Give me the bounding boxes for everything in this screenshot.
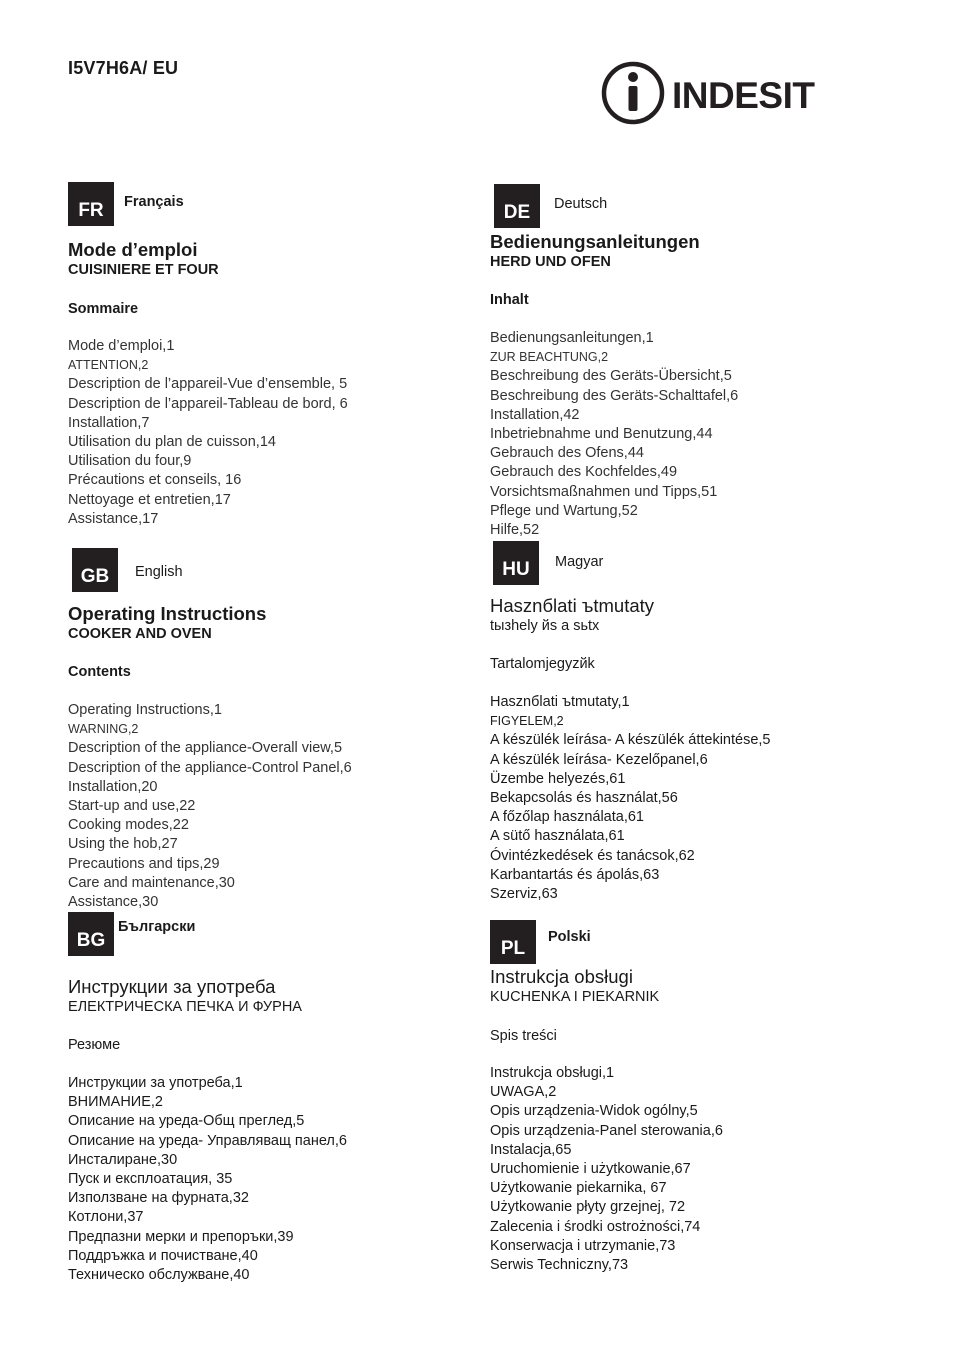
section-pl [490, 920, 910, 1290]
toc-item: Предпазни мерки и препоръки,39 [68, 1228, 294, 1245]
section-subtitle-hu: tызhely йs a sьtх [490, 618, 600, 634]
language-badge-de: DE [494, 184, 540, 228]
toc-item: Inbetriebnahme und Benutzung,44 [490, 425, 713, 442]
toc-item: Start-up and use,22 [68, 797, 196, 814]
toc-item: Karbantartás és ápolás,63 [490, 866, 660, 883]
toc-item: Инструкции за употреба,1 [68, 1075, 243, 1091]
section-title-de: Bedienungsanleitungen [490, 231, 700, 252]
toc-item: Nettoyage et entretien,17 [68, 491, 231, 508]
toc-item: Description of the appliance-Control Panel,6 [68, 759, 352, 776]
toc-item: Инсталиране,30 [68, 1151, 178, 1168]
toc-list-pl [490, 1064, 723, 1275]
section-subtitle-fr: CUISINIERE ET FOUR [68, 262, 219, 278]
toc-item: Hilfe,52 [490, 521, 540, 538]
svg-text:INDESIT: INDESIT [672, 75, 815, 116]
toc-item: FIGYELEM,2 [490, 714, 564, 729]
section-subtitle-gb: COOKER AND OVEN [68, 626, 212, 642]
toc-item: Installation,42 [490, 406, 580, 423]
toc-item: Użytkowanie piekarnika, 67 [490, 1180, 667, 1197]
model-number: I5V7H6A/ EU [68, 58, 179, 78]
language-name-hu: Magyar [555, 554, 604, 570]
section-title-bg: Инструкции за употреба [68, 976, 276, 997]
toc-item: Assistance,30 [68, 893, 159, 910]
toc-item: A főzőlap használata,61 [490, 809, 644, 826]
language-badge-fr: FR [68, 182, 114, 226]
toc-item: Котлони,37 [68, 1209, 144, 1226]
toc-item: Précautions et conseils, 16 [68, 472, 242, 489]
toc-item: Description de l’appareil-Vue d’ensemble, 5 [68, 376, 348, 393]
toc-item: WARNING,2 [68, 722, 139, 737]
language-badge-gb: GB [72, 548, 118, 592]
toc-item: Zalecenia i środki ostrożności,74 [490, 1218, 701, 1235]
toc-item: Vorsichtsmaßnahmen und Tipps,51 [490, 483, 718, 500]
toc-item: Konserwacja i utrzymanie,73 [490, 1237, 676, 1254]
toc-item: Użytkowanie płyty grzejnej, 72 [490, 1199, 686, 1216]
toc-item: Bedienungsanleitungen,1 [490, 330, 654, 346]
toc-item: Gebrauch des Kochfeldes,49 [490, 464, 678, 481]
toc-item: ATTENTION,2 [68, 358, 149, 373]
toc-item: Използване на фурната,32 [68, 1190, 249, 1207]
toc-item: Pflege und Wartung,52 [490, 502, 638, 519]
toc-item: Serwis Techniczny,73 [490, 1256, 629, 1273]
toc-item: ZUR BEACHTUNG,2 [490, 350, 609, 365]
section-subtitle-de: HERD UND OFEN [490, 254, 611, 270]
toc-item: Assistance,17 [68, 510, 159, 527]
toc-item: Using the hob,27 [68, 836, 178, 853]
toc-item: Gebrauch des Ofens,44 [490, 445, 644, 462]
toc-item: Utilisation du plan de cuisson,14 [68, 433, 276, 450]
section-title-fr: Mode d’emploi [68, 239, 198, 260]
section-gb [68, 548, 488, 913]
toc-item: Описание на уреда-Общ преглед,5 [68, 1113, 305, 1130]
toc-item: Care and maintenance,30 [68, 874, 235, 891]
toc-item: A sütő használata,61 [490, 828, 625, 845]
toc-item: Bekapcsolás és használat,56 [490, 789, 678, 806]
section-hu [490, 541, 910, 911]
toc-list-bg [68, 1074, 347, 1285]
toc-item: Description of the appliance-Overall view,5 [68, 740, 343, 757]
toc-item: ВНИМАНИЕ,2 [68, 1094, 163, 1111]
section-subtitle-pl: KUCHENKA I PIEKARNIK [490, 989, 660, 1005]
indesit-logo-icon [600, 60, 832, 126]
toc-item: Cooking modes,22 [68, 817, 189, 834]
toc-item: Óvintézkedések és tanácsok,62 [490, 847, 695, 864]
toc-list-gb [68, 701, 352, 912]
toc-item: Hasznбlati ъtmutaty,1 [490, 694, 630, 710]
language-name-bg: Български [118, 919, 196, 935]
toc-item: Üzembe helyezés,61 [490, 770, 626, 787]
indesit-logo [600, 60, 832, 126]
toc-item: Beschreibung des Geräts-Übersicht,5 [490, 368, 732, 385]
section-title-pl: Instrukcja obsługi [490, 966, 633, 987]
contents-label-de: Inhalt [490, 292, 529, 308]
toc-item: Описание на уреда- Управляващ панел,6 [68, 1132, 347, 1149]
toc-item: Instalacja,65 [490, 1141, 572, 1158]
toc-item: Szerviz,63 [490, 885, 558, 902]
language-badge-bg: BG [68, 912, 114, 956]
section-bg [68, 912, 488, 1292]
language-badge-hu: HU [493, 541, 539, 585]
toc-item: Installation,20 [68, 778, 158, 795]
section-title-hu: Hasznбlati ъtmutaty [490, 595, 655, 616]
toc-list-de [490, 329, 738, 540]
toc-item: Instrukcja obsługi,1 [490, 1065, 615, 1081]
language-name-gb: English [135, 564, 183, 580]
toc-item: Installation,7 [68, 414, 150, 431]
language-badge-pl: PL [490, 920, 536, 964]
section-title-gb: Operating Instructions [68, 603, 267, 624]
toc-item: Precautions and tips,29 [68, 855, 220, 872]
toc-item: Opis urządzenia-Panel sterowania,6 [490, 1122, 723, 1139]
toc-item: A készülék leírása- Kezelőpanel,6 [490, 751, 708, 768]
toc-item: Opis urządzenia-Widok ogólny,5 [490, 1103, 698, 1120]
contents-label-gb: Contents [68, 664, 131, 680]
language-name-de: Deutsch [554, 196, 608, 212]
language-name-fr: Français [124, 194, 184, 210]
toc-item: Поддръжка и почистване,40 [68, 1247, 258, 1264]
toc-item: Operating Instructions,1 [68, 702, 222, 718]
toc-item: Техническо обслужване,40 [68, 1266, 250, 1283]
toc-item: Description de l’appareil-Tableau de bord, 6 [68, 395, 348, 412]
contents-label-pl: Spis treści [490, 1028, 557, 1044]
toc-list-fr [68, 337, 348, 529]
toc-item: Utilisation du four,9 [68, 453, 192, 470]
contents-label-fr: Sommaire [68, 301, 139, 317]
toc-item: UWAGA,2 [490, 1084, 557, 1101]
section-de [490, 184, 910, 544]
toc-item: Mode d’emploi,1 [68, 338, 175, 354]
toc-item: A készülék leírása- A készülék áttekintése,5 [490, 732, 771, 749]
contents-label-bg: Резюме [68, 1037, 121, 1053]
contents-label-hu: Tartalomjegyzйk [490, 656, 595, 672]
toc-item: Uruchomienie i użytkowanie,67 [490, 1160, 691, 1177]
toc-item: Beschreibung des Geräts-Schalttafel,6 [490, 387, 739, 404]
toc-list-hu [490, 693, 770, 904]
section-fr [68, 182, 488, 532]
toc-item: Пуск и експлоатация, 35 [68, 1170, 233, 1187]
section-subtitle-bg: ЕЛЕКТРИЧЕСКА ПЕЧКА И ФУРНА [68, 999, 302, 1015]
language-name-pl: Polski [548, 929, 591, 945]
